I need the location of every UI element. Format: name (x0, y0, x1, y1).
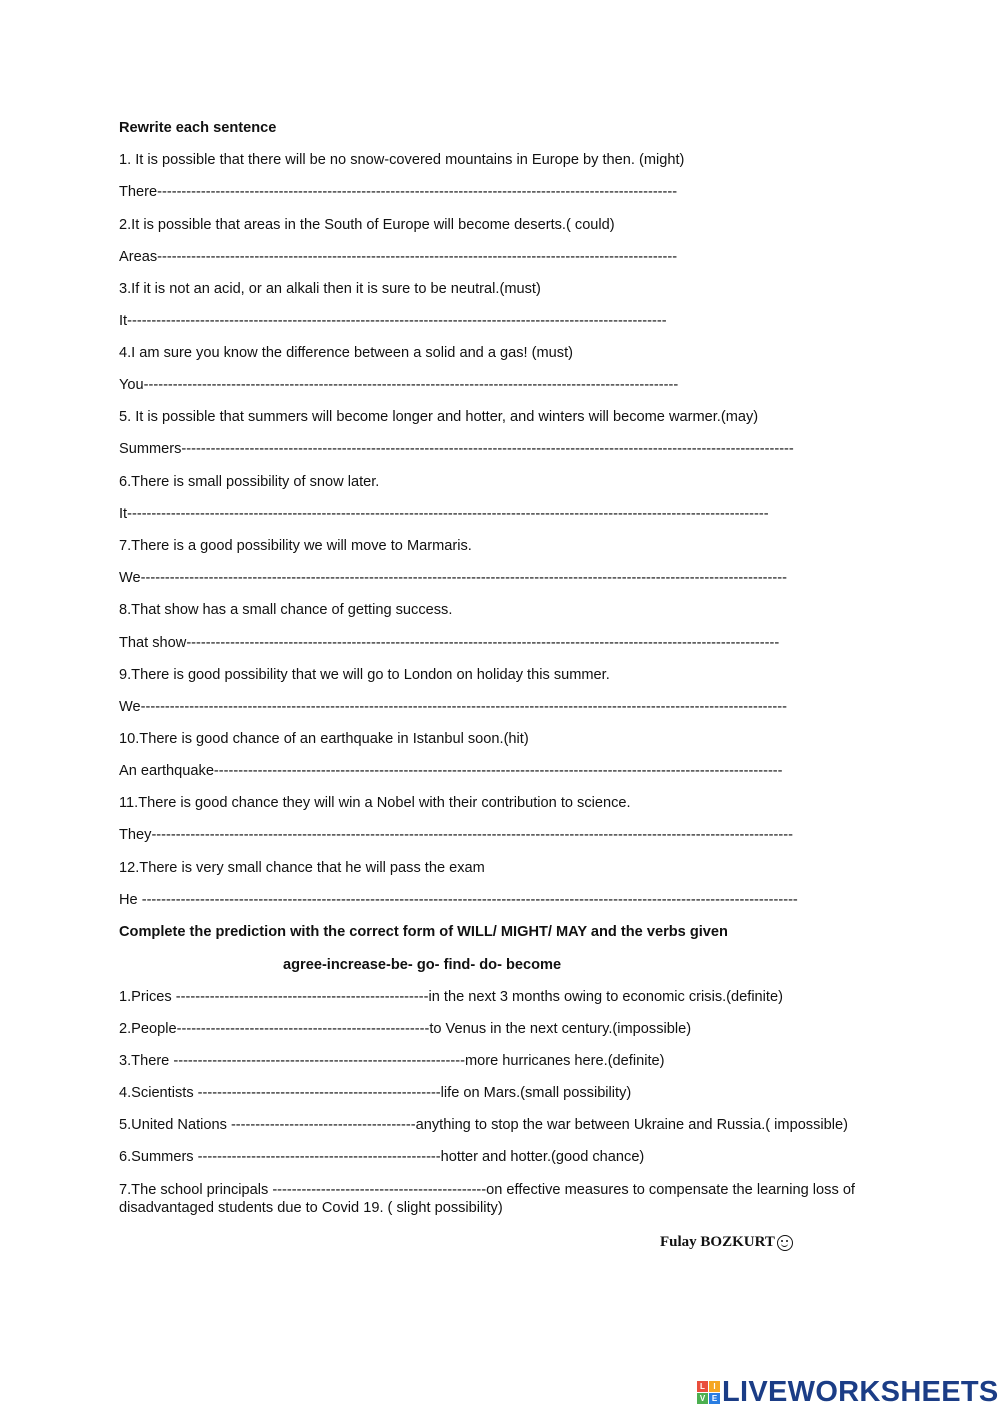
exercise-prompt-5: 5. It is possible that summers will become longer and hotter, and winters will become warmer.(may) (119, 409, 759, 425)
exercise-prompt-11: 11.There is good chance they will win a Nobel with their contribution to science. (119, 795, 631, 811)
answer-line-2[interactable]: Areas----------------------------------------------------------------------------------------------------------- (119, 249, 678, 265)
exercise-prompt-8: 8.That show has a small chance of getting success. (119, 602, 453, 618)
prediction-item-6[interactable]: 6.Summers --------------------------------------------------hotter and hotter.(good chance) (119, 1149, 645, 1165)
exercise-prompt-1: 1. It is possible that there will be no snow-covered mountains in Europe by then. (might) (119, 152, 685, 168)
exercise-prompt-3: 3.If it is not an acid, or an alkali then it is sure to be neutral.(must) (119, 281, 541, 297)
logo-mark-letter: L (697, 1381, 708, 1392)
answer-line-1[interactable]: There----------------------------------------------------------------------------------------------------------- (119, 184, 678, 200)
prediction-item-3[interactable]: 3.There ------------------------------------------------------------more hurricanes here.(definite) (119, 1053, 665, 1069)
smiley-icon (777, 1235, 793, 1251)
exercise-prompt-10: 10.There is good chance of an earthquake in Istanbul soon.(hit) (119, 731, 529, 747)
section1-heading: Rewrite each sentence (119, 120, 277, 136)
exercise-prompt-9: 9.There is good possibility that we will go to London on holiday this summer. (119, 667, 610, 683)
exercise-prompt-4: 4.I am sure you know the difference between a solid and a gas! (must) (119, 345, 574, 361)
word-bank: agree-increase-be- go- find- do- become (283, 957, 562, 973)
answer-line-9[interactable]: We------------------------------------------------------------------------------------------------------------------------------------- (119, 699, 787, 715)
logo-mark-icon (697, 1381, 720, 1404)
liveworksheets-logo[interactable] (697, 1377, 999, 1407)
exercise-prompt-12: 12.There is very small chance that he will pass the exam (119, 860, 485, 876)
answer-line-11[interactable]: They------------------------------------------------------------------------------------------------------------------------------------ (119, 827, 793, 843)
author-name: Fulay BOZKURT (660, 1234, 775, 1250)
answer-line-6[interactable]: It------------------------------------------------------------------------------------------------------------------------------------ (119, 506, 769, 522)
answer-line-8[interactable]: That show-------------------------------------------------------------------------------------------------------------------------- (119, 635, 780, 651)
answer-line-3[interactable]: It--------------------------------------------------------------------------------------------------------------- (119, 313, 667, 329)
author-signature (660, 1234, 793, 1251)
exercise-prompt-6: 6.There is small possibility of snow later. (119, 474, 380, 490)
logo-text: LIVEWORKSHEETS (722, 1376, 999, 1408)
prediction-item-2[interactable]: 2.People----------------------------------------------------to Venus in the next century.(impossible) (119, 1021, 692, 1037)
logo-mark-letter: V (697, 1393, 708, 1404)
answer-line-5[interactable]: Summers------------------------------------------------------------------------------------------------------------------------------ (119, 441, 794, 457)
answer-line-4[interactable]: You-------------------------------------------------------------------------------------------------------------- (119, 377, 679, 393)
logo-mark-letter: I (709, 1381, 720, 1392)
answer-line-10[interactable]: An earthquake--------------------------------------------------------------------------------------------------------------------- (119, 763, 783, 779)
prediction-item-7[interactable]: 7.The school principals --------------------------------------------on effective measures to compensate the learning loss of disadvantaged students due to Covid 19. ( slight possibility) (119, 1182, 855, 1216)
section2-heading: Complete the prediction with the correct form of WILL/ MIGHT/ MAY and the verbs given (119, 924, 728, 940)
answer-line-12[interactable]: He --------------------------------------------------------------------------------------------------------------------------------------- (119, 892, 798, 908)
logo-mark-letter: E (709, 1393, 720, 1404)
prediction-item-1[interactable]: 1.Prices ----------------------------------------------------in the next 3 months owing to economic crisis.(definite) (119, 989, 783, 1005)
exercise-prompt-2: 2.It is possible that areas in the South of Europe will become deserts.( could) (119, 217, 615, 233)
prediction-item-4[interactable]: 4.Scientists --------------------------------------------------life on Mars.(small possibility) (119, 1085, 632, 1101)
answer-line-7[interactable]: We------------------------------------------------------------------------------------------------------------------------------------- (119, 570, 787, 586)
exercise-prompt-7: 7.There is a good possibility we will move to Marmaris. (119, 538, 472, 554)
prediction-item-5[interactable]: 5.United Nations --------------------------------------anything to stop the war between Ukraine and Russia.( impossible) (119, 1117, 848, 1133)
